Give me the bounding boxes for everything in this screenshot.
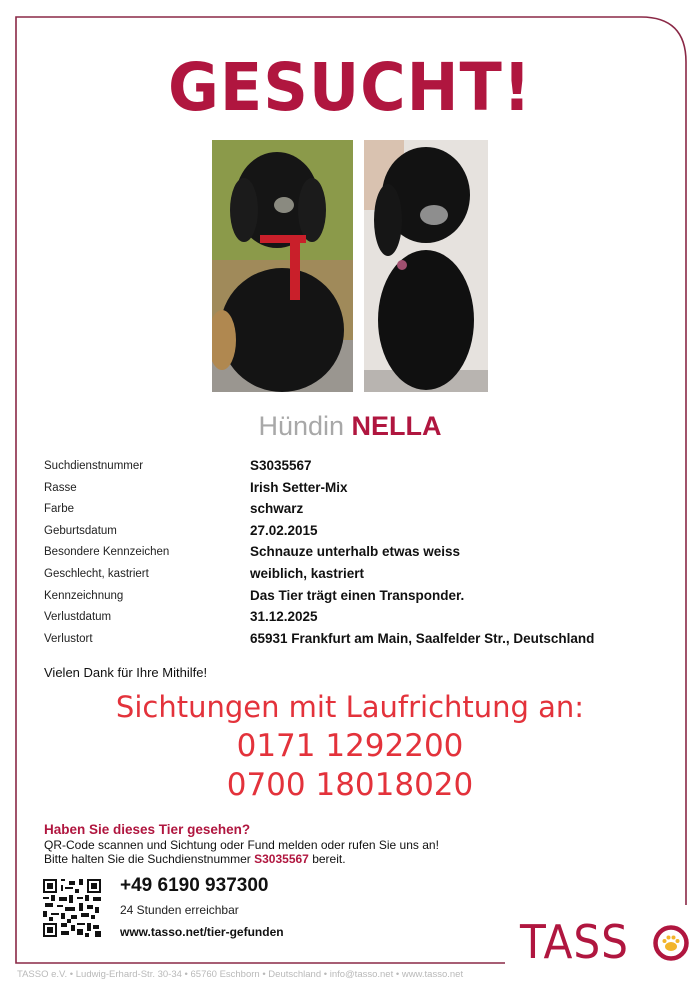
detail-row-sex [44, 565, 664, 587]
footer-address: TASSO e.V. • Ludwig-Erhard-Str. 30-34 • 65760 Eschborn • Deutschland • info@tasso.net • www.tasso.net [17, 969, 464, 980]
detail-row-loss-location [44, 630, 664, 652]
detail-label: Verlustort [44, 632, 93, 645]
detail-row-birthdate [44, 522, 664, 544]
detail-value: S3035567 [250, 458, 312, 473]
seen-title: Haben Sie dieses Tier gesehen? [44, 822, 251, 837]
detail-value: weiblich, kastriert [250, 565, 365, 581]
qr-code[interactable] [43, 879, 101, 937]
seen-block [44, 822, 439, 866]
detail-row-color [44, 500, 664, 522]
detail-label: Farbe [44, 503, 75, 516]
sightings-heading: Sichtungen mit Laufrichtung an: [115, 690, 585, 724]
detail-label: Kennzeichnung [44, 589, 124, 602]
detail-value: Irish Setter-Mix [250, 479, 348, 495]
detail-label: Suchdienstnummer [44, 460, 144, 472]
pet-name-heading [0, 408, 700, 444]
pet-photo-indoor [364, 140, 488, 392]
pet-name: NELLA [351, 411, 442, 441]
seen-instructions: QR-Code scannen und Sichtung oder Fund melden oder rufen Sie uns an! [44, 838, 439, 852]
logo-text: TASS [520, 915, 629, 969]
report-found-link[interactable]: www.tasso.net/tier-gefunden [120, 925, 284, 939]
pet-details-table [44, 457, 664, 651]
detail-row-loss-date [44, 608, 664, 630]
detail-value: 65931 Frankfurt am Main, Saalfelder Str., Deutschland [250, 630, 595, 646]
sightings-block [0, 687, 700, 805]
seen-reference-number: S3035567 [254, 852, 309, 866]
pet-species: Hündin [258, 411, 345, 441]
detail-row-identification [44, 587, 664, 609]
detail-label: Verlustdatum [44, 611, 112, 624]
pet-photo-outdoor [212, 140, 353, 392]
paw-icon [653, 925, 689, 961]
seen-reference-line [44, 852, 439, 866]
seen-reference-prefix: Bitte halten Sie die Suchdienstnummer [44, 852, 255, 866]
detail-value: Das Tier trägt einen Transponder. [250, 587, 465, 603]
detail-value: Schnauze unterhalb etwas weiss [250, 544, 461, 560]
detail-row-search-number [44, 457, 664, 479]
tasso-logo [520, 917, 638, 967]
detail-row-special-marks [44, 543, 664, 565]
detail-value: 31.12.2025 [250, 609, 318, 625]
thanks-text: Vielen Dank für Ihre Mithilfe! [44, 665, 208, 680]
sightings-phone-2[interactable]: 0700 18018020 [226, 767, 474, 803]
detail-label: Geburtsdatum [44, 524, 117, 537]
detail-value: 27.02.2015 [250, 522, 318, 538]
hotline-phone[interactable]: +49 6190 937300 [120, 875, 269, 896]
page-title: GESUCHT! [168, 49, 532, 126]
detail-label: Geschlecht, kastriert [44, 567, 149, 580]
seen-reference-suffix: bereit. [308, 852, 346, 866]
detail-value: schwarz [250, 501, 304, 517]
detail-label: Besondere Kennzeichen [44, 546, 170, 559]
hotline-hours: 24 Stunden erreichbar [120, 903, 239, 917]
sightings-phone-1[interactable]: 0171 1292200 [236, 728, 464, 764]
detail-row-breed [44, 479, 664, 501]
detail-label: Rasse [44, 481, 77, 494]
